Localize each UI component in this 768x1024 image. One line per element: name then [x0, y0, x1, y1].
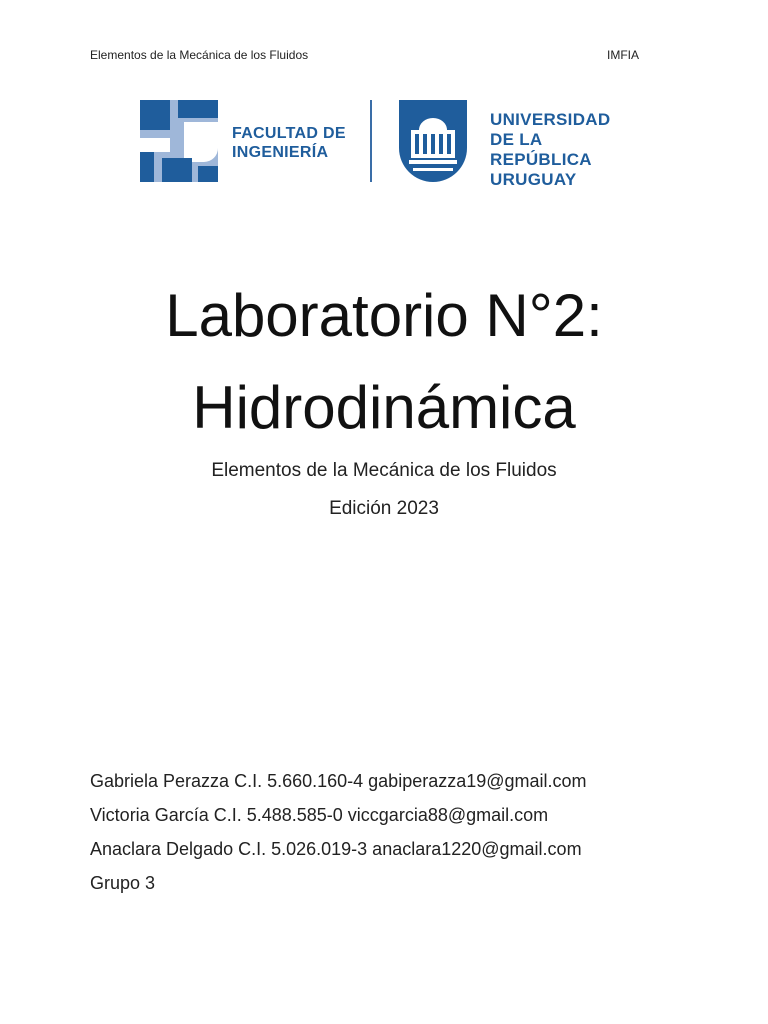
author-line: Gabriela Perazza C.I. 5.660.160-4 gabiperazza19@gmail.com [90, 771, 587, 791]
udelar-logo-line3: URUGUAY [490, 170, 577, 189]
document-title-line1: Laboratorio N°2: [165, 282, 603, 349]
authors-list [90, 768, 587, 904]
page-header-right: IMFIA [607, 48, 639, 62]
page-header-left: Elementos de la Mecánica de los Fluidos [90, 48, 309, 62]
edition: Edición 2023 [329, 498, 439, 519]
fing-logo-icon [140, 100, 218, 182]
udelar-logo-text [490, 110, 630, 190]
institution-logos [140, 100, 630, 189]
logo-divider [370, 100, 372, 182]
author-line: Anaclara Delgado C.I. 5.026.019-3 anaclara1220@gmail.com [90, 839, 582, 859]
fing-logo-line2: INGENIERÍA [232, 144, 329, 161]
document-title-line2: Hidrodinámica [192, 374, 576, 441]
course-name: Elementos de la Mecánica de los Fluidos [211, 460, 557, 481]
fing-logo-text [232, 124, 346, 162]
fing-logo-line1: FACULTAD DE [232, 125, 346, 142]
udelar-logo-line1: UNIVERSIDAD [490, 110, 611, 129]
author-line: Victoria García C.I. 5.488.585-0 viccgarcia88@gmail.com [90, 805, 549, 825]
udelar-shield-icon [399, 100, 467, 182]
group-label: Grupo 3 [90, 873, 156, 893]
udelar-logo-line2: DE LA REPÚBLICA [490, 130, 592, 169]
